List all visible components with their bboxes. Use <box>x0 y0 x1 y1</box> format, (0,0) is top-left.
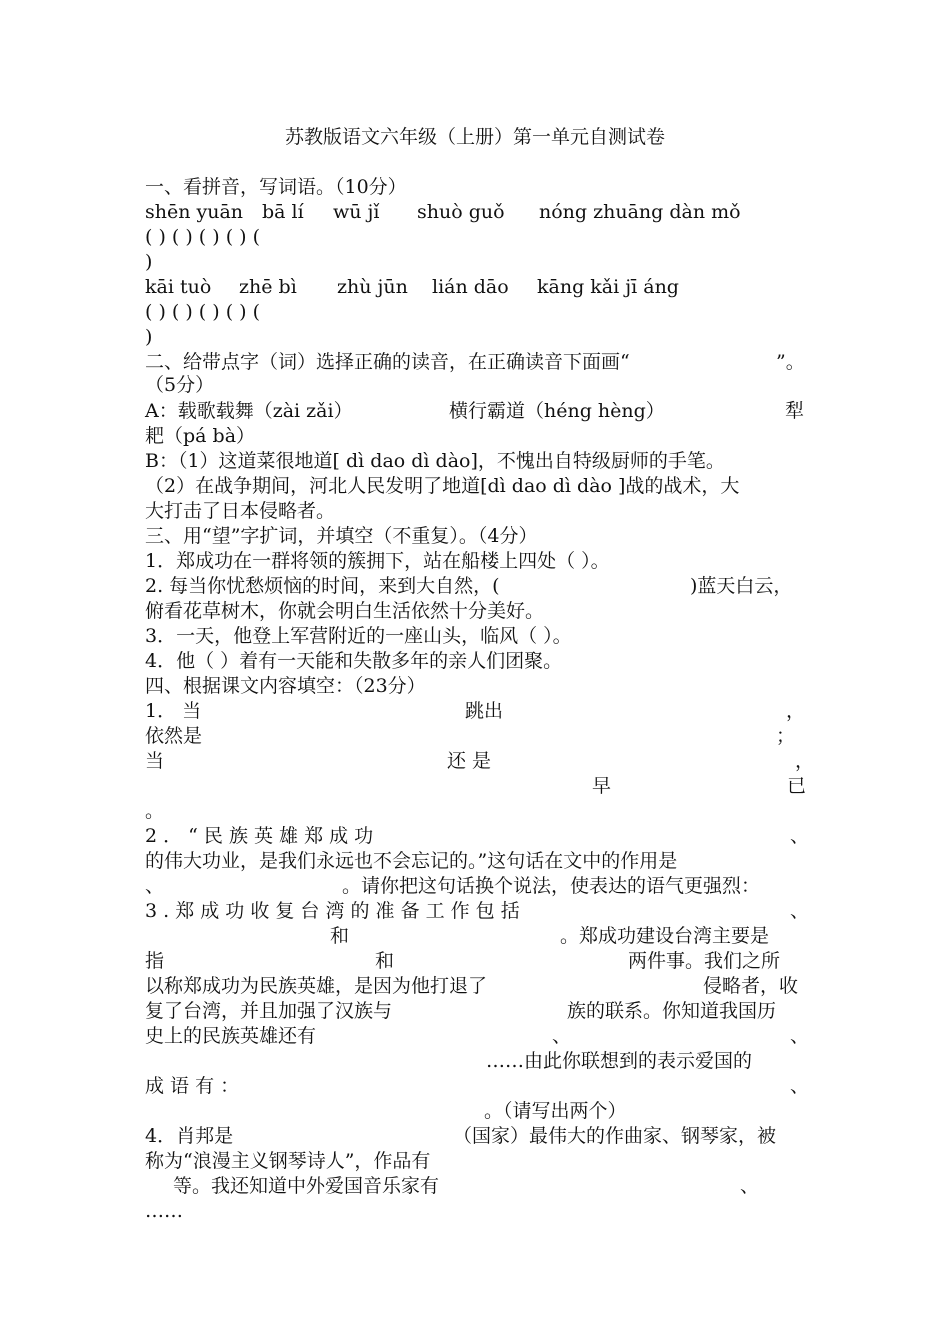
q4-p1-a: 1． 当 <box>145 700 202 722</box>
q2-b-line-3: 大打击了日本侵略者。 <box>145 500 336 522</box>
q4-p3-f: 和 <box>375 950 395 972</box>
q2-a-part-1: A：载歌载舞（zài zǎi） <box>145 400 353 422</box>
pinyin-item: lián dāo <box>432 276 509 298</box>
q4-p1-g: 还 是 <box>447 750 492 772</box>
q4-p1-b: 跳出 <box>465 700 504 722</box>
q1-pinyin-row-2 <box>145 275 807 300</box>
q4-p3-j: 复了台湾，并且加强了汉族与 <box>145 1000 393 1022</box>
q3-sentence-3: 3．一天，他登上军营附近的一座山头，临风（ ）。 <box>145 625 572 647</box>
paper-title: 苏教版语文六年级（上册）第一单元自测试卷 <box>284 126 665 148</box>
q4-p1-i: 早 <box>592 775 612 797</box>
q1-closing-bracket-1: ) <box>145 251 153 273</box>
pinyin-item: nóng zhuāng dàn mǒ <box>539 201 741 223</box>
pinyin-item: kāi tuò <box>145 276 212 298</box>
q4-heading: 四、根据课文内容填空：（23分） <box>145 675 426 697</box>
q4-p2-d: 、 <box>145 875 165 897</box>
q2-b-line-1: B：（1）这道菜很地道[ dì dao dì dào]，不愧出自特级厨师的手笔。 <box>145 450 725 472</box>
q4-p2-a: 2 ． “ 民 族 英 雄 郑 成 功 <box>145 825 374 847</box>
q2-score: （5分） <box>145 374 215 396</box>
q4-p4-f: …… <box>145 1200 183 1222</box>
pinyin-item: shēn yuān <box>145 201 244 223</box>
q4-p4-e: 、 <box>740 1175 760 1197</box>
q4-p3-h: 以称郑成功为民族英雄，是因为他打退了 <box>145 975 488 997</box>
q4-p3-e: 指 <box>145 950 165 972</box>
q4-p3-m: 、 <box>552 1025 572 1047</box>
q1-pinyin-row-1 <box>145 200 807 225</box>
q4-p1-k: 。 <box>145 800 165 822</box>
q2-a-part-3: 犁 <box>785 400 805 422</box>
q1-answer-brackets-row-2: ( ) ( ) ( ) ( ) ( <box>145 301 261 323</box>
q1-answer-brackets-row-1: ( ) ( ) ( ) ( ) ( <box>145 226 261 248</box>
q3-sentence-4: 4．他（ ）着有一天能和失散多年的亲人们团聚。 <box>145 650 563 672</box>
q4-p3-l: 史上的民族英雄还有 <box>145 1025 317 1047</box>
pinyin-item: bā lí <box>262 201 304 223</box>
q4-p3-q: 、 <box>790 1075 810 1097</box>
q4-p3-c: 和 <box>330 925 350 947</box>
q1-heading: 一、看拼音，写词语。（10分） <box>145 176 407 198</box>
q4-p3-n: 、 <box>790 1025 810 1047</box>
q3-heading: 三、用“望”字扩词，并填空（不重复）。（4分） <box>145 525 538 547</box>
q4-p1-h: ， <box>795 750 815 772</box>
q4-p4-c: 称为“浪漫主义钢琴诗人”，作品有 <box>145 1150 431 1172</box>
pinyin-item: kāng kǎi jī áng <box>537 276 679 298</box>
q4-p3-a: 3 . 郑 成 功 收 复 台 湾 的 准 备 工 作 包 括 <box>145 900 520 922</box>
q4-p2-e: 。请你把这句话换个说法，使表达的语气更强烈： <box>342 875 761 897</box>
q4-p1-e: ； <box>776 725 796 747</box>
q4-p3-g: 两件事。我们之所 <box>628 950 781 972</box>
pinyin-item: zhù jūn <box>337 276 408 298</box>
q4-p3-o: ……由此你联想到的表示爱国的 <box>486 1050 753 1072</box>
q2-a-part-2: 横行霸道（héng hèng） <box>449 400 665 422</box>
q4-p3-i: 侵略者，收 <box>703 975 799 997</box>
q3-sentence-2b: )蓝天白云， <box>690 575 793 597</box>
q4-p1-j: 已 <box>787 775 807 797</box>
pinyin-item: wū jǐ <box>333 201 380 223</box>
q4-p2-c: 的伟大功业，是我们永远也不会忘记的。”这句话在文中的作用是 <box>145 850 678 872</box>
q3-sentence-2a: 2. 每当你忧愁烦恼的时间，来到大自然，( <box>145 575 500 597</box>
q4-p4-d: 等。我还知道中外爱国音乐家有 <box>173 1175 440 1197</box>
q4-p1-f: 当 <box>145 750 165 772</box>
q4-p4-b: （国家）最伟大的作曲家、钢琴家，被 <box>453 1125 777 1147</box>
q4-p3-p: 成 语 有 ： <box>145 1075 240 1097</box>
q4-p3-d: 。郑成功建设台湾主要是 <box>560 925 770 947</box>
q4-p3-k: 族的联系。你知道我国历 <box>567 1000 777 1022</box>
q4-p2-b: 、 <box>790 825 810 847</box>
q4-p3-r: 。（请写出两个） <box>484 1100 627 1122</box>
q4-p1-c: ， <box>786 700 806 722</box>
q3-sentence-2c: 俯看花草树木，你就会明白生活依然十分美好。 <box>145 600 545 622</box>
q2-a-line-2: 耙（pá bà） <box>145 425 256 447</box>
q1-closing-bracket-2: ) <box>145 326 153 348</box>
pinyin-item: zhē bì <box>239 276 297 298</box>
q2-heading: 二、给带点字（词）选择正确的读音，在正确读音下面画“ <box>145 351 630 373</box>
pinyin-item: shuò guǒ <box>417 201 505 223</box>
q2-heading-end: ”。 <box>776 351 805 373</box>
q3-sentence-1: 1．郑成功在一群将领的簇拥下，站在船楼上四处（ ）。 <box>145 550 610 572</box>
q4-p4-a: 4．肖邦是 <box>145 1125 234 1147</box>
q2-b-line-2: （2）在战争期间，河北人民发明了地道[dì dao dì dào ]战的战术，大 <box>145 475 740 497</box>
q4-p1-d: 依然是 <box>145 725 203 747</box>
q4-p3-b: 、 <box>790 900 810 922</box>
